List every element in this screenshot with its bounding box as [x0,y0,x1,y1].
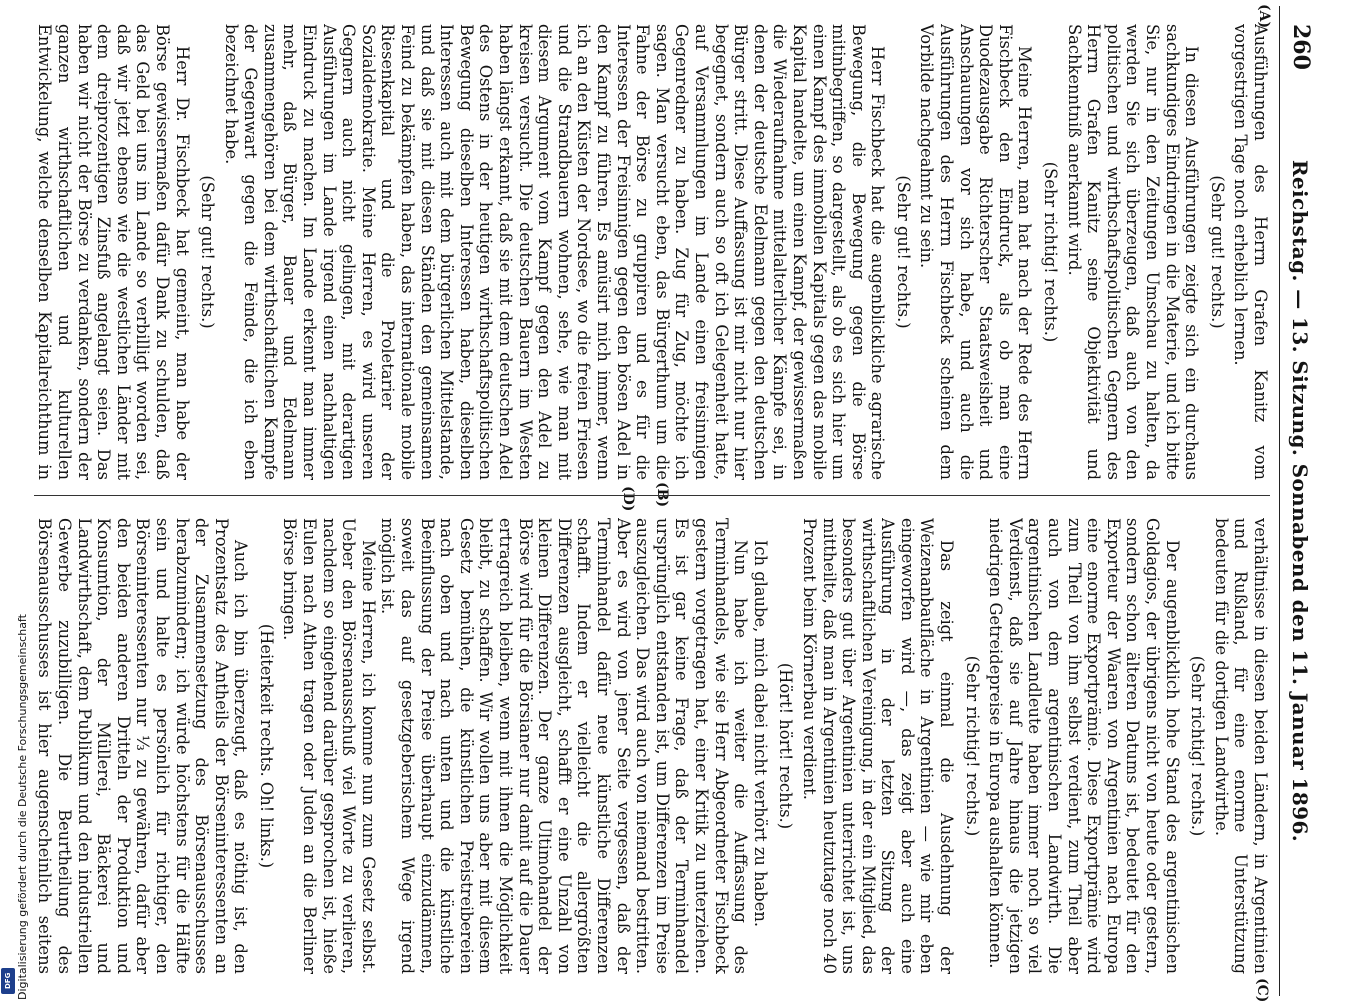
column-divider [34,495,1270,496]
page-title: Reichstag. — 13. Sitzung. Sonnabend den 11. Januar 1896. [1288,159,1312,843]
speech-paragraph: In diesen Ausführungen zeigte sich ein durchaus sachkundiges Eindringen in die Materie, und ich bitte Sie, nur in den Zeitungen Umschau zu halten, da werden Sie sich überzeugen, daß auch von den politischen und wirthschaftspolitischen Gegnern des Herrn Grafen Kanitz seine Objektivität und Sachkenntniß anerkannt wird. [1064,24,1202,480]
page-header [1279,6,1314,996]
speech-paragraph: Meine Herren, man hat nach der Rede des Herrn Fischbeck den Eindruck, als ob man eine Duodezausgabe Richterscher Staatsweisheit und Anschauungen vor sich habe, und auch die Ausführungen des Herrn Fischbeck scheinen dem Vorbilde nachgeahmt zu sein. [917,24,1035,480]
interjection-remark: (Sehr gut! rechts.) [198,175,218,329]
speech-paragraph: Meine Herren, ich komme nun zum Gesetz selbst. Ueber den Börsenausschuß viel Worte zu verlieren, nachdem so eingehend darüber gesprochen ist, hieße Eulen nach Athen tragen oder Juden an die Berliner Börse bringen. [280,518,378,974]
rotated-document-page [2,4,1322,1002]
speech-paragraph: Das zeigt einmal die Ausdehnung der Weizenanbaufläche in Argentinien — wie mir eben eingeworfen wird —, das zeigt aber auch eine Ausführung in der letzten Sitzung der wirthschaftlichen Vereinigung, in der ein Mitglied, das besonders gut über Argentinien unterrichtet ist, uns mittheilte, daß man in Argentinien heutzutage noch 40 Prozent beim Körnerbau verdient. [799,518,957,974]
interjection-remark: (Sehr gut! rechts.) [1207,175,1227,329]
right-text-column [34,518,1270,974]
margin-letter-a: (A) [1256,4,1272,29]
dfg-logo: DFG [1,968,15,994]
margin-letter-c: (C) [1254,978,1270,1002]
margin-letter-d: (D) [620,486,636,512]
interjection-remark: (Sehr richtig! rechts.) [962,655,982,837]
speech-paragraph: Herr Fischbeck hat die augenblickliche agrarische Bewegung, die Bewegung gegen die Börse mitinbegriffen, so dargestellt, als ob es sich hier um einen Kampf des immobilen Kapitals gegen das mobile Kapital handelte, um einen Kampf, der gewissermaßen die Wiederaufnahme mittelalterlicher Kämpfe sei, in denen der deutsche Edelmann gegen den deutschen Bürger stritt. Diese Auffassung ist mir nicht nur hier begegnet, sondern auch so oft ich Gelegenheit hatte, auf Versammlungen im Lande einen freisinnigen Gegenredner zu haben. Zug für Zug, möchte ich sagen. Man versucht eben, das Bürgerthum um die Fahne der Börse zu gruppiren und es für die Interessen der Freisinnigen gegen den bösen Adel in den Kampf zu führen. Es amüsirt mich immer, wenn ich an den Küsten der Nordsee, wo die freien Friesen und die Strandbauern wohnen, sehe, wie man mit diesem Argument vom Kampf gegen den Adel zu kreisen versucht. Die deutschen Bauern im Westen haben längst erkannt, daß sie mit dem deutschen Adel des Ostens in der heutigen wirthschaftspolitischen Bewegung dieselben Interessen haben, dieselben Interessen auch mit dem bürgerlichen Mittelstande, und daß sie mit diesen Ständen den gemeinsamen Feind zu bekämpfen haben, das internationale mobile Riesenkapital und die Proletarier der Sozialdemokratie. Meine Herren, es wird unseren Gegnern auch nicht gelingen, mit derartigen Ausführungen im Lande irgend einen nachhaltigen Eindruck zu machen. Im Lande erkennt man immer mehr, daß Bürger, Bauer und Edelmann zusammengehören bei dem wirthschaftlichen Kampfe der Gegenwart gegen die Feinde, die ich eben bezeichnet habe. [221,24,888,480]
left-text-column [34,24,1270,480]
interjection-remark: (Sehr richtig! rechts.) [1041,161,1061,343]
speech-paragraph: Nun habe ich weiter die Auffassung des Terminhandels, wie sie Herr Abgeordneter Fischbeck gestern vorgetragen hat, einer Kritik zu unterziehen. Es ist gar keine Frage, daß der Terminhandel ursprünglich entstanden ist, um Differenzen im Preise auszugleichen. Das wird auch von niemand bestritten. Aber es wird von jener Seite vergessen, daß der Terminhandel dafür neue künstliche Differenzen schafft. Indem er vielleicht die allergrößten Differenzen ausgleicht, schafft er eine Unzahl von kleinen Differenzen. Der ganze Ultimohandel der Börse wird für die Börsianer nur damit auf die Dauer ertragreich bleiben, wenn mit ihnen die Möglichkeit bleibt, zu schaffen. Wir wollen uns aber mit diesem Gesetz bemühen, die künstlichen Preistreibereien nach oben und nach unten und die künstliche Beeinflussung der Preise überhaupt einzudämmen, soweit das auf gesetzgeberischem Wege irgend möglich ist. [378,518,751,974]
speech-paragraph: Ich glaube, mich dabei nicht verhört zu haben. [750,540,770,928]
interjection-remark: (Heiterkeit rechts. Oh! links.) [256,623,276,869]
interjection-remark: (Hört! hört! rechts.) [776,662,796,830]
speech-paragraph: Auch ich bin überzeugt, daß es nöthig ist, den Prozentsatz des Antheils der Börseninteressenten an der Zusammensetzung des Börsenausschusses herabzumindern; ich würde höchstens für die Hälfte sein und halte es persönlich für richtiger, den Börseninteressenten nur ⅓ zu gewähren, dafür aber den beiden anderen Dritteln der Produktion und Konsumtion, der Müllerei, Bäckerei und Landwirthschaft, dem Publikum und den industriellen Gewerbe zuzubilligen. Die Beurtheilung des Börsenausschusses ist hier augenscheinlich seitens [35,518,251,974]
page-number: 260 [1288,24,1314,70]
speech-paragraph: Herr Dr. Fischbeck hat gemeint, man habe der Börse gewissermaßen dafür Dank zu schulden, daß das Geld bei uns im Lande so verbilligt worden sei, daß wir jetzt ebenso wie die westlichen Länder mit dem dreiprozentigen Zinsfuß angelangt seien. Das haben wir nicht der Börse zu verdanken, sondern der ganzen wirthschaftlichen und kulturellen Entwickelung, welche denselben Kapitalreichthum in [35,24,192,480]
digitization-note: Digitalisierung gefördert durch die Deutsche Forschungsgemeinschaft [16,614,29,1000]
interjection-remark: (Sehr gut! rechts.) [893,175,913,329]
speech-paragraph: Ausführungen des Herrn Grafen Kanitz vom vorgestrigen Tage noch erheblich lernen. [1231,24,1270,480]
speech-paragraph: verhältnisse in diesen beiden Ländern, in Argentinien und Rußland, für eine enorme Unterstützung bedeuten für die dortigen Landwirthe. [1211,518,1270,974]
interjection-remark: (Sehr richtig! rechts.) [1188,655,1208,837]
digitization-footer [0,270,29,1000]
margin-letter-b: (B) [654,482,670,508]
speech-paragraph: Der augenblicklich hohe Stand des argentinischen Goldagios, der übrigens nicht von heute oder gestern, sondern schon älteren Datums ist, bedeutet für den Exporteur der Waaren von Argentinien nach Europa eine enorme Exportprämie. Diese Exportprämie wird zum Theil von ihm selbst verdient, zum Theil aber auch von dem argentinischen Landwirth. Die argentinischen Landleute haben immer noch so viel Verdienst, daß sie auf Jahre hinaus die jetzigen niedrigen Getreidepreise in Europa aushalten können. [986,518,1182,974]
